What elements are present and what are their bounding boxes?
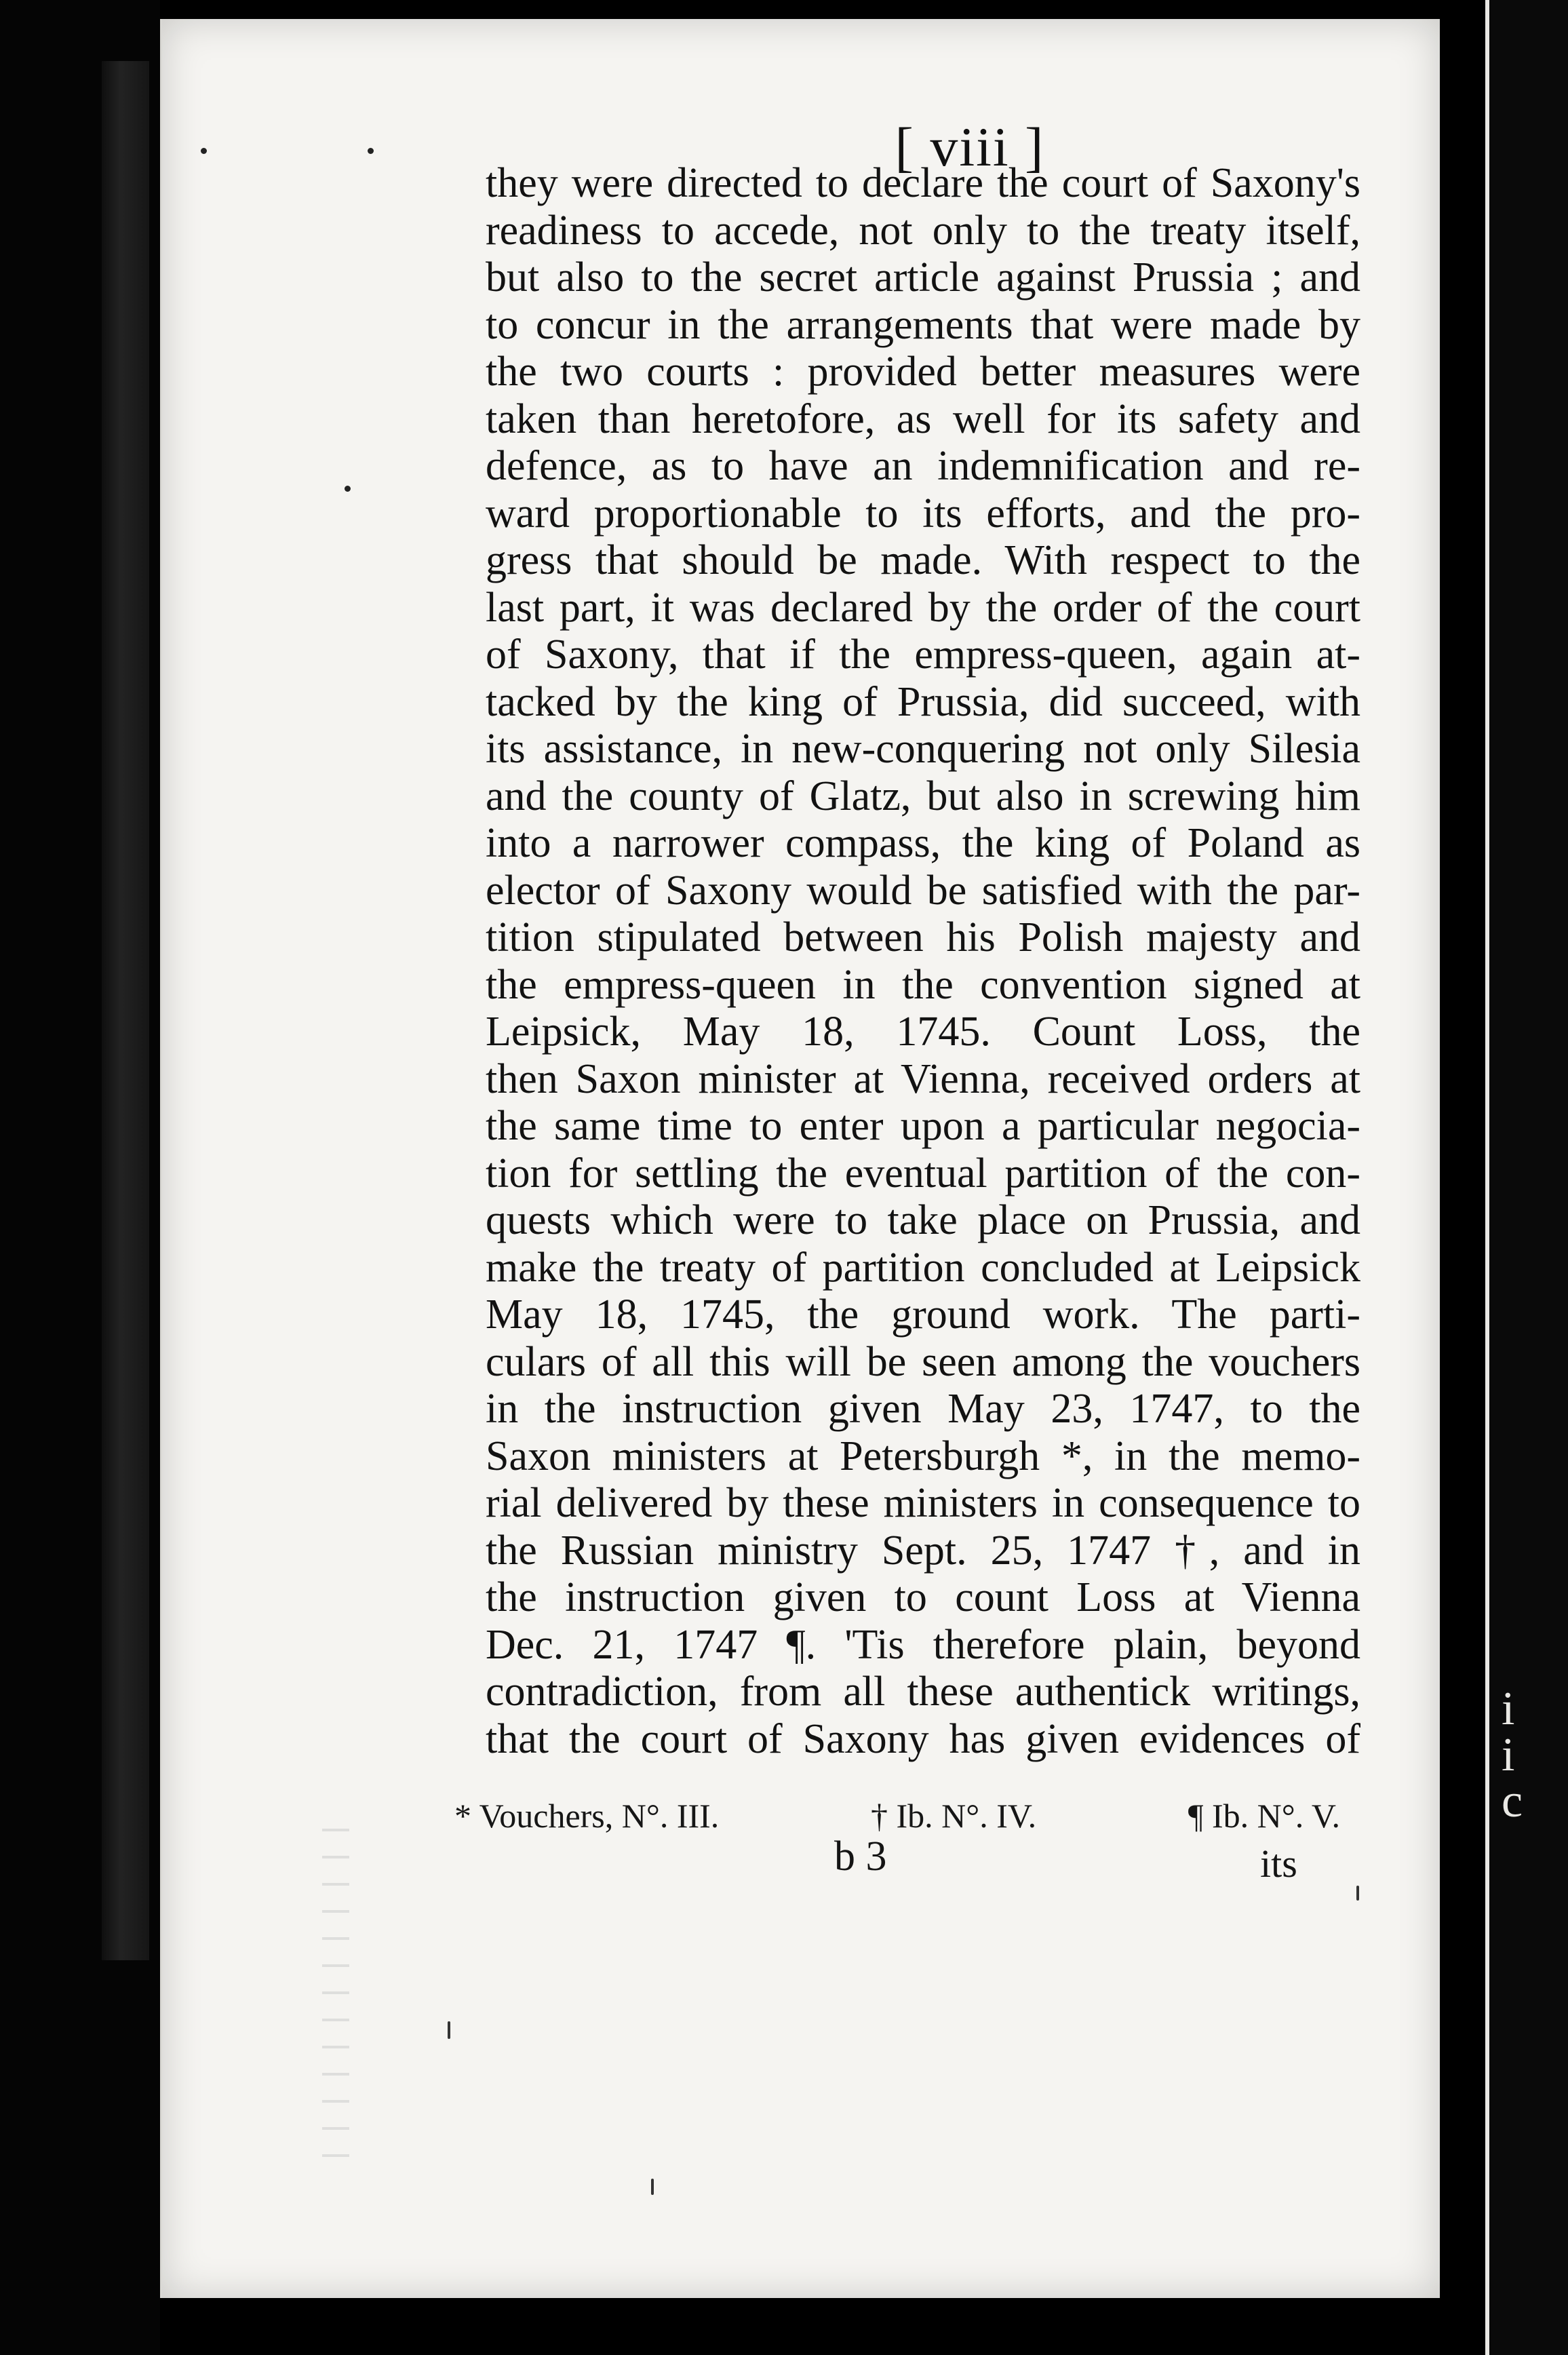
adjacent-page-fragment: i xyxy=(1502,1729,1515,1781)
adjacent-page-edge xyxy=(1485,0,1568,2355)
text-line: into a narrower compass, the king of Poland as xyxy=(486,820,1360,866)
catchword: its xyxy=(1260,1842,1297,1886)
footnote-1: * Vouchers, N°. III. xyxy=(454,1797,720,1835)
ink-speck xyxy=(448,2021,450,2039)
ink-speck xyxy=(651,2179,654,2195)
text-line: the Russian ministry Sept. 25, 1747 †, and in xyxy=(486,1527,1360,1574)
text-line: last part, it was declared by the order of the court xyxy=(486,584,1360,631)
text-line: make the treaty of partition concluded at Leipsick xyxy=(486,1244,1360,1291)
ink-speck xyxy=(345,486,351,492)
text-line: quests which were to take place on Prussia, and xyxy=(486,1197,1360,1243)
adjacent-page-fragment: i xyxy=(1502,1683,1515,1735)
text-line: readiness to accede, not only to the treaty itself, xyxy=(486,207,1360,254)
text-line: to concur in the arrangements that were made by xyxy=(486,301,1360,348)
text-line: gress that should be made. With respect to the xyxy=(486,537,1360,583)
ink-speck xyxy=(201,148,207,154)
ink-speck xyxy=(368,148,374,154)
text-line: tition stipulated between his Polish majesty and xyxy=(486,914,1360,960)
binding-shadow xyxy=(102,61,149,1960)
text-line: defence, as to have an indemnification and re- xyxy=(486,443,1360,489)
text-line: Leipsick, May 18, 1745. Count Loss, the xyxy=(486,1009,1360,1055)
text-line: Saxon ministers at Petersburgh *, in the memo- xyxy=(486,1433,1360,1479)
text-line: and the county of Glatz, but also in screwing him xyxy=(486,773,1360,819)
text-line: ward proportionable to its efforts, and the pro- xyxy=(486,490,1360,537)
text-line: the same time to enter upon a particular negocia- xyxy=(486,1103,1360,1149)
text-line: but also to the secret article against Prussia ; and xyxy=(486,254,1360,300)
adjacent-page-fragment: c xyxy=(1502,1775,1523,1827)
text-line: of Saxony, that if the empress-queen, again at- xyxy=(486,631,1360,678)
body-text xyxy=(486,160,1360,1763)
left-gutter xyxy=(0,0,160,2355)
ink-speck xyxy=(1356,1886,1359,1901)
text-line: rial delivered by these ministers in consequence to xyxy=(486,1480,1360,1526)
text-line: they were directed to declare the court of Saxony's xyxy=(486,160,1360,206)
text-line: culars of all this will be seen among the vouchers xyxy=(486,1338,1360,1385)
footnotes xyxy=(454,1796,1340,1835)
text-line: the empress-queen in the convention signed at xyxy=(486,961,1360,1008)
page-header: [ viii ] xyxy=(895,116,1045,178)
footnote-2: † Ib. N°. IV. xyxy=(871,1797,1037,1835)
text-line: the instruction given to count Loss at Vienna xyxy=(486,1574,1360,1620)
text-line: that the court of Saxony has given evidences of xyxy=(486,1715,1360,1762)
text-line: May 18, 1745, the ground work. The parti- xyxy=(486,1291,1360,1338)
text-line: tion for settling the eventual partition of the con- xyxy=(486,1150,1360,1196)
signature-mark: b 3 xyxy=(834,1833,887,1880)
page-edge-wear xyxy=(322,1816,349,2169)
text-line: elector of Saxony would be satisfied with the par- xyxy=(486,867,1360,914)
text-line: Dec. 21, 1747 ¶. 'Tis therefore plain, beyond xyxy=(486,1621,1360,1668)
text-line: the two courts : provided better measures were xyxy=(486,349,1360,395)
text-line: in the instruction given May 23, 1747, to the xyxy=(486,1386,1360,1432)
text-line: tacked by the king of Prussia, did succeed, with xyxy=(486,678,1360,725)
text-line: contradiction, from all these authentick writings, xyxy=(486,1669,1360,1715)
text-line: its assistance, in new-conquering not only Silesia xyxy=(486,726,1360,772)
footnote-3: ¶ Ib. N°. V. xyxy=(1188,1797,1340,1835)
text-line: then Saxon minister at Vienna, received orders at xyxy=(486,1055,1360,1102)
text-line: taken than heretofore, as well for its safety and xyxy=(486,395,1360,442)
